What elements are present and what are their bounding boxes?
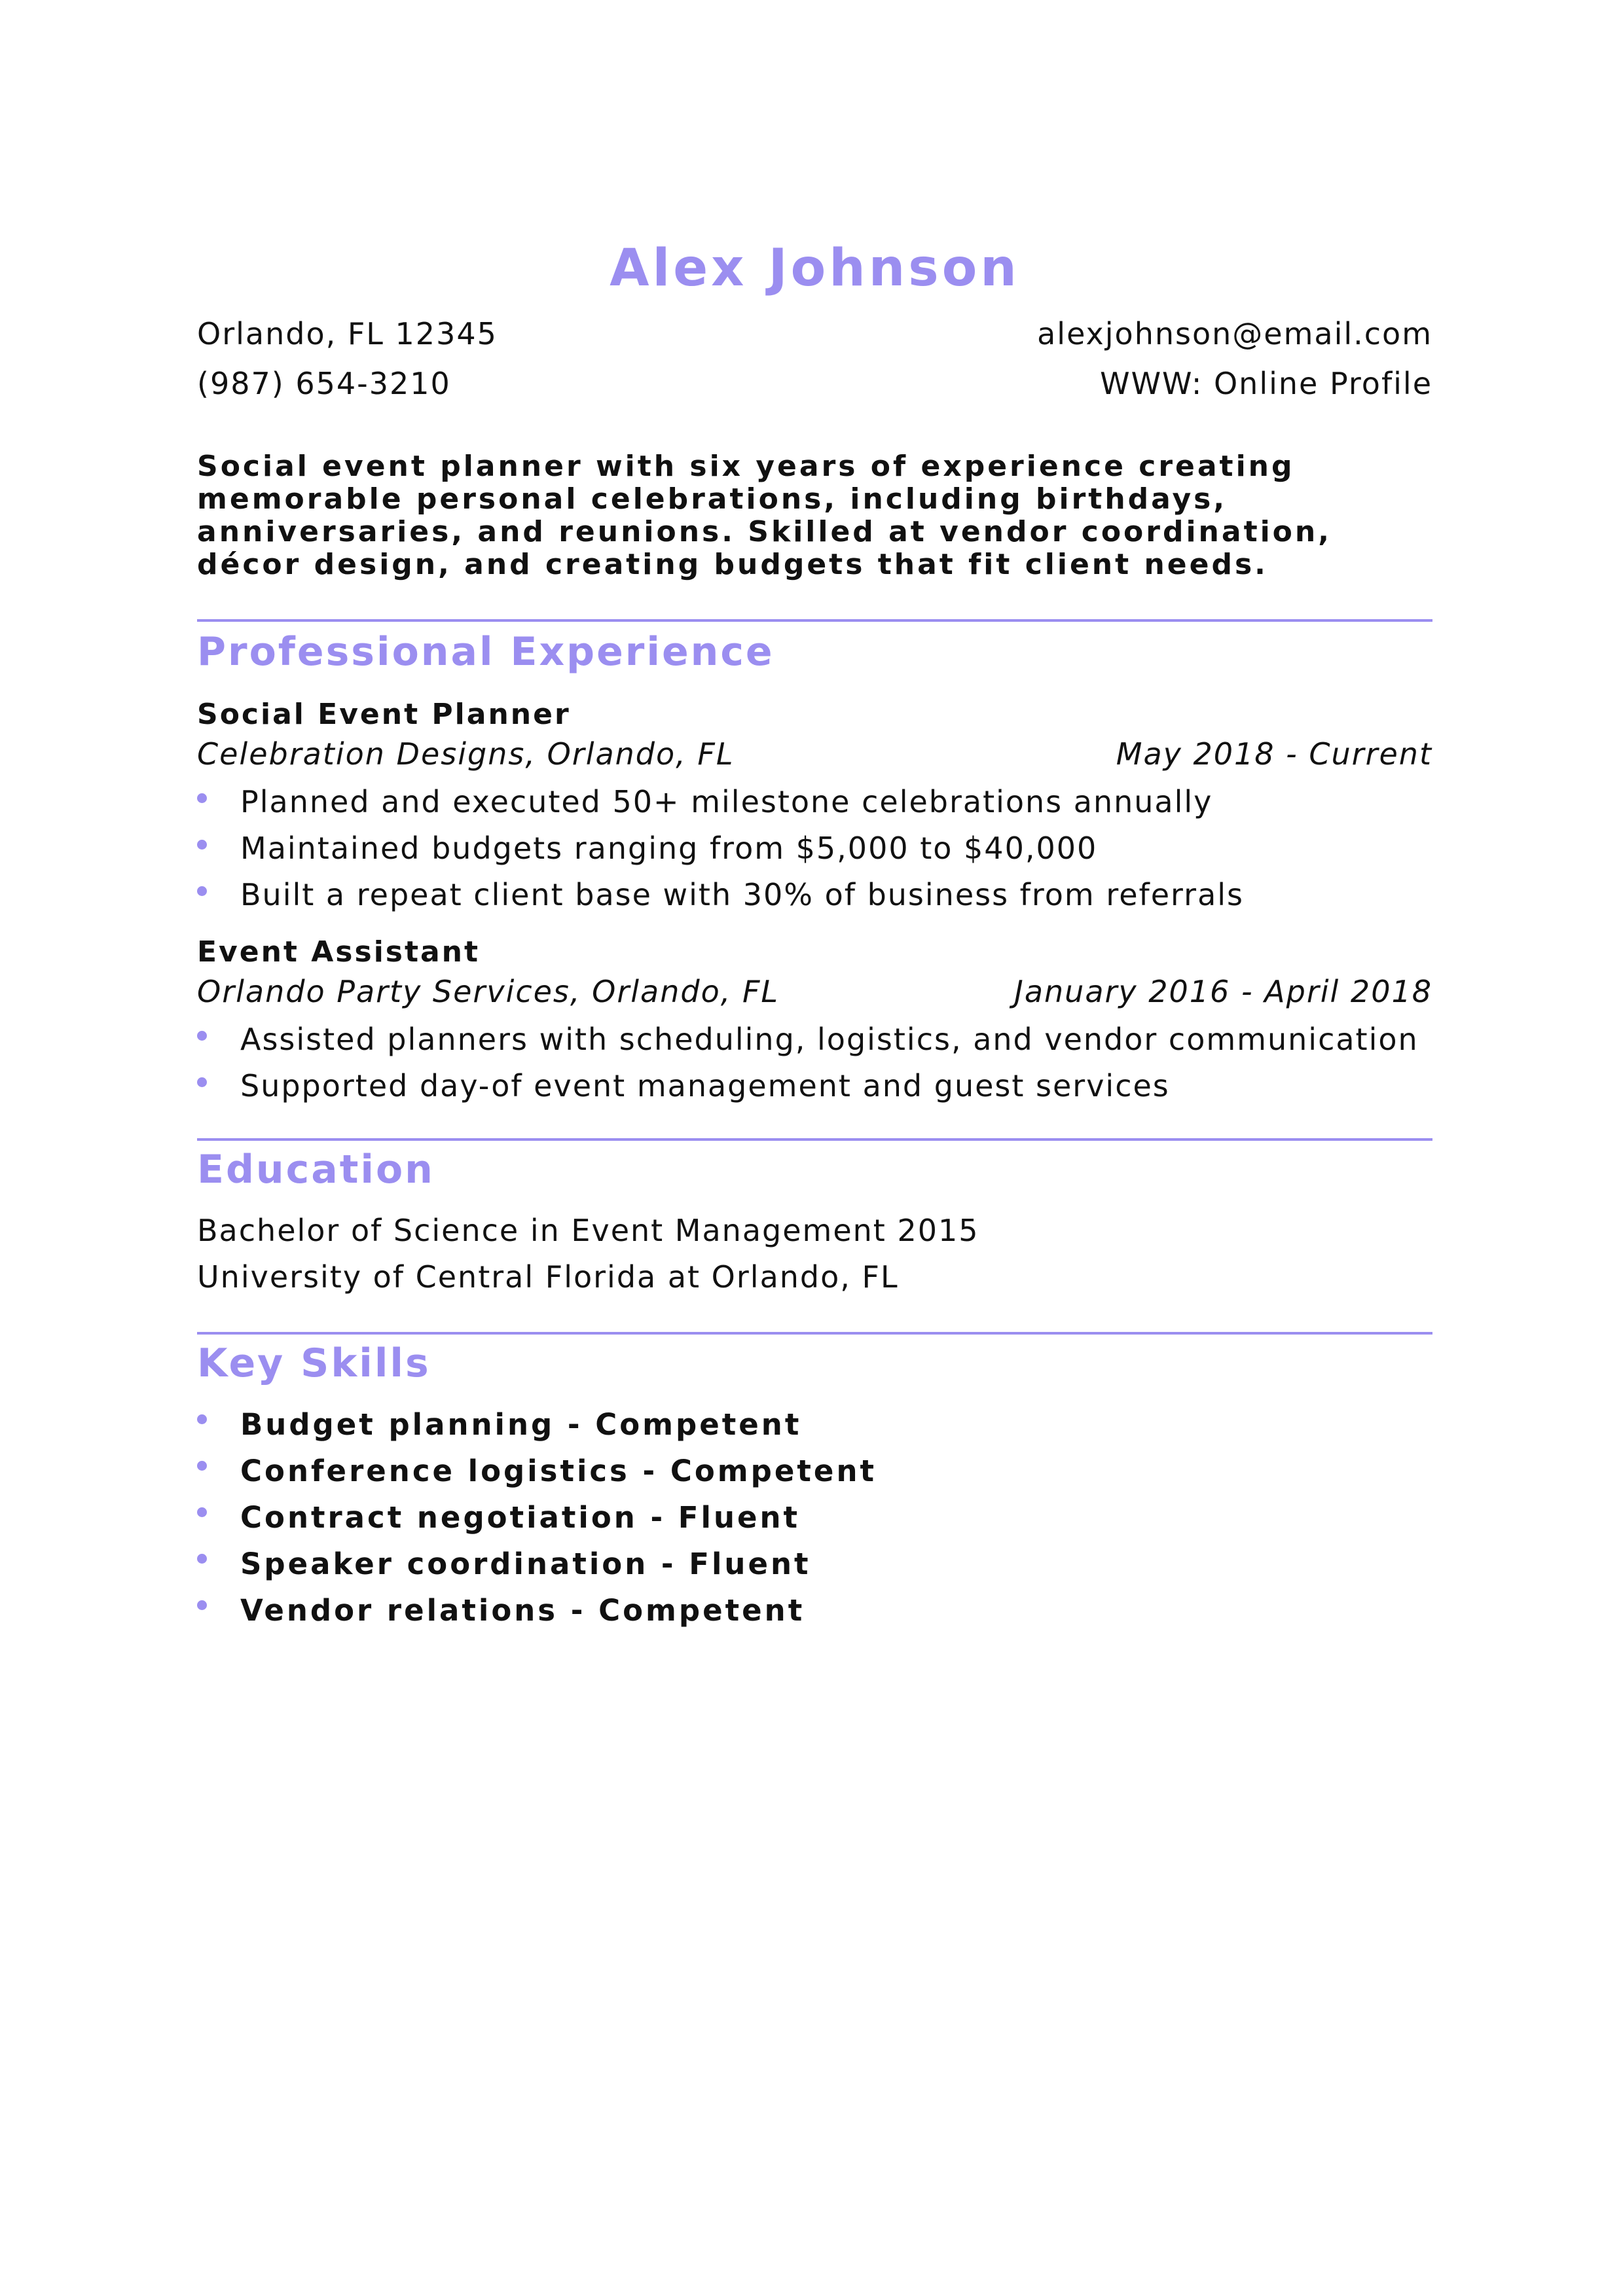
skills-heading: Key Skills [197, 1340, 431, 1386]
job-company: Orlando Party Services, Orlando, FL [197, 974, 780, 1009]
list-item: Vendor relations - Competent [197, 1587, 1432, 1634]
bullet-dot-icon [197, 1507, 207, 1517]
job-entry [197, 933, 1432, 1109]
website-link[interactable]: WWW: Online Profile [1100, 366, 1432, 401]
bullet-dot-icon [197, 840, 207, 850]
job-entry [197, 695, 1432, 918]
section-divider [197, 619, 1432, 622]
education-entry [197, 1208, 1432, 1300]
location: Orlando, FL 12345 [197, 316, 498, 351]
experience-heading: Professional Experience [197, 629, 775, 675]
list-item: Maintained budgets ranging from $5,000 to $40,000 [197, 825, 1432, 872]
skills-list [197, 1401, 1432, 1634]
bullet-dot-icon [197, 1554, 207, 1564]
list-item: Contract negotiation - Fluent [197, 1494, 1432, 1541]
section-divider [197, 1138, 1432, 1141]
list-item: Supported day-of event management and guest services [197, 1063, 1432, 1109]
bullet-dot-icon [197, 793, 207, 803]
candidate-name: Alex Johnson [610, 239, 1020, 298]
bullet-dot-icon [197, 1600, 207, 1610]
list-item: Built a repeat client base with 30% of business from referrals [197, 872, 1432, 918]
list-item: Budget planning - Competent [197, 1401, 1432, 1448]
bullet-dot-icon [197, 1031, 207, 1041]
section-divider [197, 1332, 1432, 1335]
degree: Bachelor of Science in Event Management 2015 [197, 1213, 979, 1248]
bullet-dot-icon [197, 886, 207, 896]
job-dates: January 2016 - April 2018 [1014, 974, 1432, 1009]
list-item: Planned and executed 50+ milestone celebrations annually [197, 779, 1432, 825]
education-heading: Education [197, 1147, 435, 1193]
contact-row-1 [197, 309, 1432, 359]
job-bullets [197, 1016, 1432, 1109]
bullet-dot-icon [197, 1461, 207, 1471]
bullet-dot-icon [197, 1077, 207, 1087]
job-company: Celebration Designs, Orlando, FL [197, 736, 735, 772]
job-dates: May 2018 - Current [1116, 736, 1432, 772]
school: University of Central Florida at Orlando, FL [197, 1259, 899, 1295]
list-item: Assisted planners with scheduling, logistics, and vendor communication [197, 1016, 1432, 1063]
contact-row-2 [197, 359, 1432, 408]
job-bullets [197, 779, 1432, 918]
job-title: Social Event Planner [197, 698, 571, 731]
list-item: Speaker coordination - Fluent [197, 1541, 1432, 1587]
job-meta [197, 734, 1432, 774]
email-link[interactable]: alexjohnson@email.com [1037, 316, 1432, 351]
job-title: Event Assistant [197, 935, 481, 969]
list-item: Conference logistics - Competent [197, 1448, 1432, 1494]
phone: (987) 654-3210 [197, 366, 451, 401]
bullet-dot-icon [197, 1414, 207, 1424]
job-meta [197, 972, 1432, 1011]
professional-summary: Social event planner with six years of experience creating memorable personal celebrations, including birthdays, anniversaries, and reunions. Skilled at vendor coordination, décor design, and creating budgets that fit client needs. [197, 450, 1332, 581]
resume-content [197, 236, 1432, 1634]
